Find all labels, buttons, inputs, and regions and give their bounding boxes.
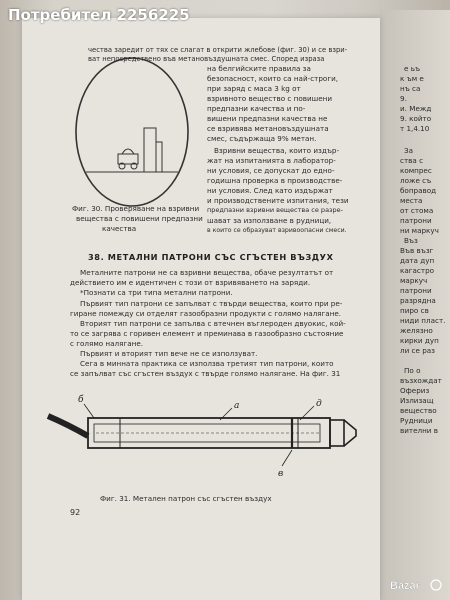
figure-31-label-d: д: [316, 399, 322, 409]
bazar-logo: [386, 576, 444, 594]
body-line-6: Вторият тип патрони се запълва с втечнен въглероден двуокис, кой-: [80, 319, 346, 328]
body-line-10: Сега в минната практика се използва третият тип патрони, които: [80, 359, 334, 368]
margin-line-29: По о: [404, 366, 421, 375]
body-line-7: то се загрява с горивен елемент и преминава в газообразно състояние: [70, 329, 344, 338]
body-line-9: Първият и вторият тип вече не се използуват.: [80, 349, 258, 358]
margin-line-14: от стома: [400, 206, 434, 215]
book-page: [22, 18, 380, 600]
margin-line-16: ни маркуч: [400, 226, 439, 235]
figure-30-drawing: [70, 50, 200, 210]
figure-30-caption-line-3: качества: [102, 224, 137, 233]
right-column-line-12: жат на изпитанията в лаборатор-: [207, 156, 336, 165]
right-column-line-19: в които се образуват взривоопасни смеси.: [207, 227, 347, 234]
margin-line-18: Във възг: [400, 246, 434, 255]
right-column-line-10: смес, съдържаща 9% метан.: [207, 134, 317, 143]
margin-line-21: маркуч: [400, 276, 428, 285]
right-column-line-1: чества заредит от тях се слагат в открити жлебове (фиг. 30) и се взри-: [88, 46, 348, 54]
figure-30-caption-line-1: Фиг. 30. Проверяване на взривни: [72, 204, 200, 213]
right-column-line-15: ни условия. След като издържат: [207, 186, 333, 195]
figure-31-label-v: в: [278, 469, 284, 479]
figure-31-label-a: а: [234, 401, 240, 411]
body-line-8: с голямо налягане.: [70, 339, 144, 348]
margin-line-9: ства с: [400, 156, 424, 165]
right-column-line-18: шават за използване в рудници,: [207, 216, 332, 225]
body-line-4: Първият тип патрони се запълват с твърди вещества, които при ре-: [80, 299, 343, 308]
body-line-2: действието им е идентичен с този от взривяването на заряди.: [70, 278, 311, 287]
margin-line-13: места: [400, 196, 423, 205]
margin-line-5: и. Межд: [400, 104, 432, 113]
right-column-line-13: ни условия, се допускат до едно-: [207, 166, 335, 175]
margin-line-7: т 1,4.10: [400, 124, 430, 133]
body-line-5: гиране помежду си отделят газообразни продукти с голямо налягане.: [70, 309, 342, 318]
margin-line-30: възхождат: [400, 376, 442, 385]
watermark: Потребител 2256225: [8, 6, 190, 24]
margin-line-28: ли се раз: [400, 346, 435, 355]
right-column-line-8: вишени предпазни качества не: [207, 114, 328, 123]
right-column-line-3: на белгийските правила за: [207, 64, 311, 73]
figure-31-label-b: б: [78, 395, 84, 405]
margin-line-6: 9. който: [400, 114, 432, 123]
margin-line-35: вителни в: [400, 426, 439, 435]
body-line-3: *Познати са три типа метални патрони.: [80, 288, 233, 297]
right-column-line-4: безопасност, които са най-строги,: [207, 74, 339, 83]
margin-line-34: Рудници: [400, 416, 433, 425]
bazar-logo-text: Bazar: [390, 580, 420, 592]
body-line-11: се запълват със сгъстен въздух с твърде голямо налягане. На фиг. 31: [70, 369, 341, 378]
margin-line-24: пиро св: [400, 306, 429, 315]
body-line-1: Металните патрони не са взривни вещества, обаче резултатът от: [80, 268, 334, 277]
margin-line-27: кирки дуп: [400, 336, 439, 345]
right-column-line-11: Взривни вещества, които издър-: [214, 146, 340, 155]
right-column-line-5: при заряд с маса 3 kg от: [207, 84, 301, 93]
margin-line-8: За: [404, 146, 414, 155]
figure-30-caption-line-2: вещества с повишени предпазни: [76, 214, 203, 223]
margin-line-33: вещество: [400, 406, 437, 415]
right-column-line-7: предпазни качества и по-: [207, 104, 306, 113]
margin-line-19: дата дуп: [400, 256, 435, 265]
margin-line-3: нъ са: [400, 84, 421, 93]
right-column-line-14: годишна проверка в производстве-: [207, 176, 343, 185]
margin-line-12: боправод: [400, 186, 437, 195]
margin-line-2: к ъм е: [400, 74, 424, 83]
margin-line-20: кагастро: [400, 266, 435, 275]
figure-31-drawing: [44, 380, 364, 490]
margin-line-31: Офериз: [400, 386, 430, 395]
margin-line-4: 9.: [400, 94, 407, 103]
right-column-line-16: и производствените изпитания, тези: [207, 196, 349, 205]
margin-line-15: патрони: [400, 216, 432, 225]
margin-line-25: ниди пласт.: [400, 316, 446, 325]
margin-line-17: Въз: [404, 236, 418, 245]
margin-line-32: Излизащ: [400, 396, 434, 405]
margin-line-11: ложе съ: [400, 176, 432, 185]
right-column-line-9: се взривява метановъздушната: [207, 124, 329, 133]
margin-line-26: желязно: [400, 326, 433, 335]
right-column-line-17: предпазни взривни вещества се разре-: [207, 206, 343, 214]
figure-31-caption: Фиг. 31. Метален патрон със сгъстен въздух: [100, 494, 272, 503]
right-column-line-6: взривното вещество с повишени: [207, 94, 333, 103]
page-number: 92: [70, 508, 81, 517]
right-column-line-2: ват непосредствено във метановъздушната смес. Според израза: [88, 55, 325, 63]
margin-line-1: е ьъ: [404, 64, 421, 73]
margin-line-10: компрес: [400, 166, 432, 175]
margin-line-22: патрони: [400, 286, 432, 295]
section-heading: 38. МЕТАЛНИ ПАТРОНИ СЪС СГЪСТЕН ВЪЗДУХ: [88, 252, 334, 262]
margin-line-23: разрядна: [400, 296, 436, 305]
